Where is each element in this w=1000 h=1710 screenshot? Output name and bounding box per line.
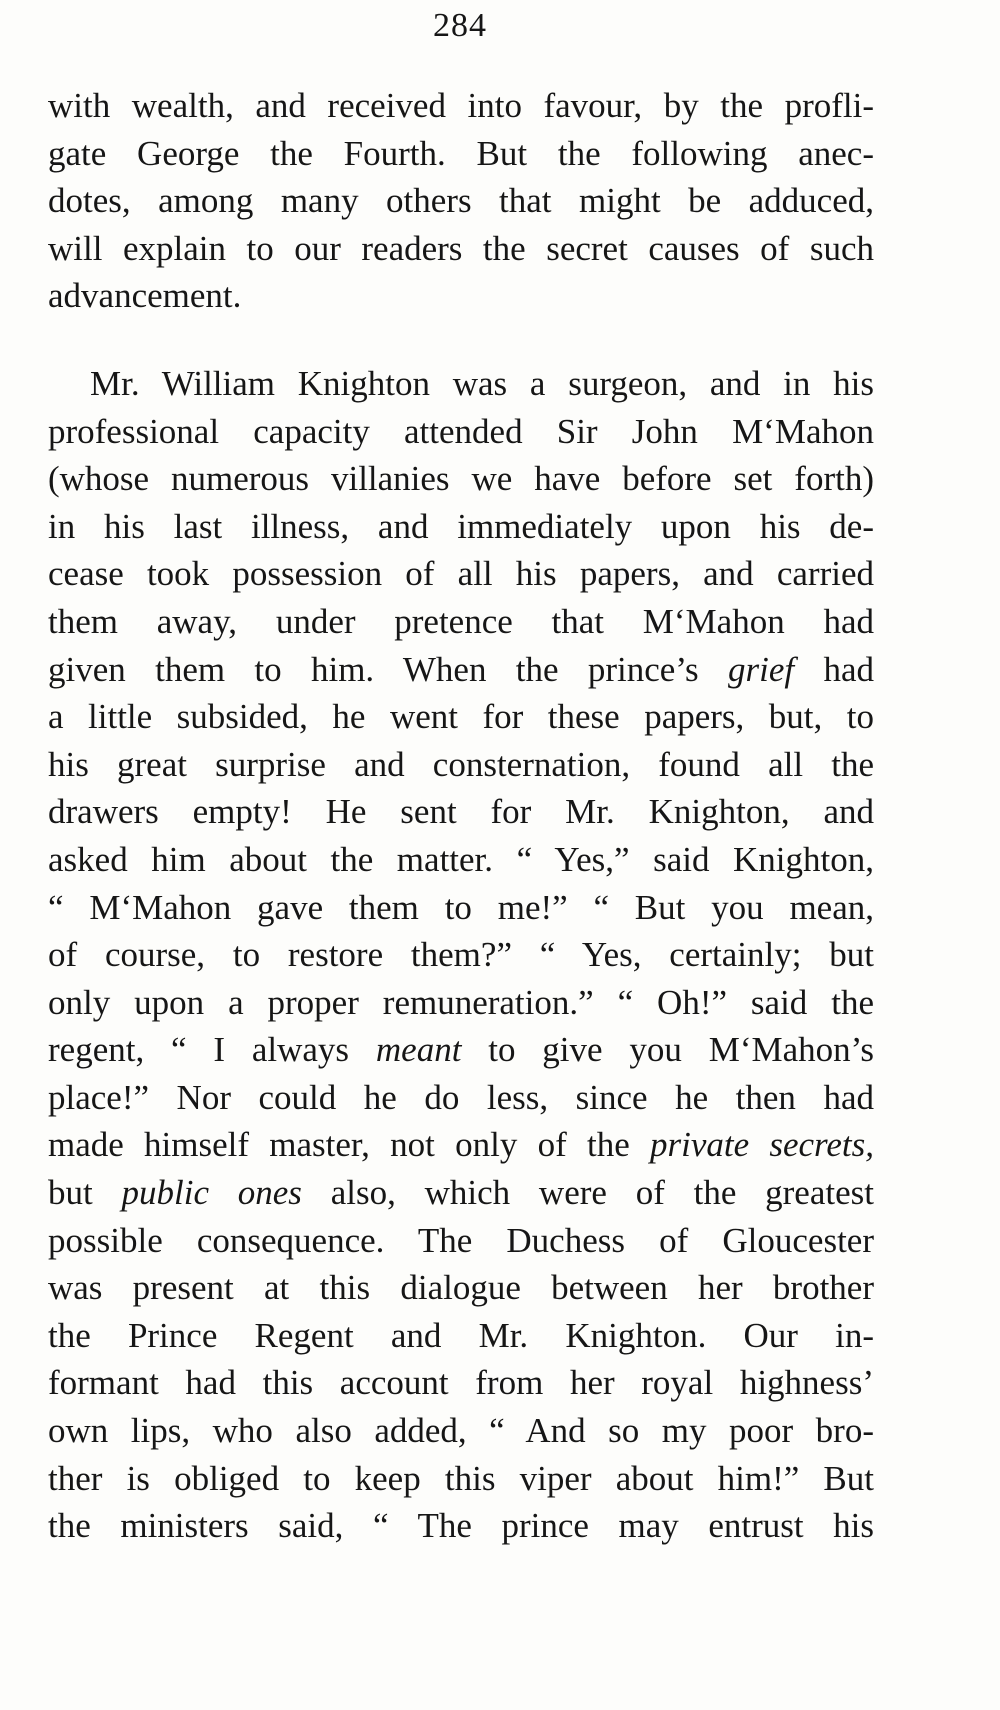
text-line: dotes, among many others that might be adduced, — [48, 181, 874, 221]
page-number: 284 — [433, 7, 487, 44]
text-line: (whose numerous villanies we have before set forth) — [48, 459, 874, 499]
text-line: drawers empty! He sent for Mr. Knighton, and — [48, 792, 874, 832]
text-line: gate George the Fourth. But the following anec- — [48, 133, 874, 173]
paragraph-gap — [48, 320, 874, 360]
paragraph-2 — [48, 360, 874, 1550]
text-line: in his last illness, and immediately upon his de- — [48, 506, 874, 546]
text-run: but — [48, 1173, 122, 1213]
text-line: own lips, who also added, “ And so my poor bro- — [48, 1411, 874, 1451]
text-line: formant had this account from her royal highness’ — [48, 1363, 874, 1403]
text-line: with wealth, and received into favour, by the profli- — [48, 86, 874, 125]
text-run: had — [794, 649, 874, 689]
text-line: Mr. William Knighton was a surgeon, and in his — [90, 363, 874, 403]
text-line: his great surprise and consternation, found all the — [48, 744, 874, 784]
text-line: them away, under pretence that M‘Mahon had — [48, 601, 874, 641]
text-line: of course, to restore them?” “ Yes, certainly; but — [48, 935, 874, 975]
text-line: professional capacity attended Sir John M‘Mahon — [48, 411, 874, 451]
text-line: only upon a proper remuneration.” “ Oh!” said the — [48, 982, 874, 1022]
text-line: a little subsided, he went for these papers, but, to — [48, 697, 874, 737]
text-line: will explain to our readers the secret causes of such — [48, 228, 874, 268]
text-line: possible consequence. The Duchess of Gloucester — [48, 1220, 874, 1260]
text-line — [48, 1121, 874, 1169]
text-line: “ M‘Mahon gave them to me!” “ But you mean, — [48, 887, 874, 927]
text-line: place!” Nor could he do less, since he then had — [48, 1077, 874, 1117]
text-line: was present at this dialogue between her brother — [48, 1268, 874, 1308]
text-line — [48, 1169, 874, 1217]
text-run: also, which were of the greatest — [301, 1173, 874, 1213]
text-line: asked him about the matter. “ Yes,” said Knighton, — [48, 839, 874, 879]
italic-run: private secrets, — [649, 1125, 874, 1165]
italic-run: meant — [375, 1030, 462, 1070]
text-run: made himself master, not only of the — [48, 1125, 650, 1165]
italic-run: public ones — [121, 1173, 302, 1213]
text-line — [48, 646, 874, 694]
text-line: cease took possession of all his papers, and carried — [48, 554, 874, 594]
text-line: the ministers said, “ The prince may entrust his — [48, 1506, 874, 1546]
text-run: given them to him. When the prince’s — [48, 649, 729, 689]
text-line: ther is obliged to keep this viper about him!” But — [48, 1458, 874, 1498]
text-run: regent, “ I always — [48, 1030, 376, 1070]
text-line: advancement. — [48, 276, 242, 316]
text-run: to give you M‘Mahon’s — [461, 1030, 874, 1070]
italic-run: grief — [728, 649, 795, 689]
text-line — [48, 1026, 874, 1074]
text-line: the Prince Regent and Mr. Knighton. Our in- — [48, 1315, 874, 1355]
body-text — [48, 82, 874, 1550]
paragraph-1 — [48, 82, 874, 320]
